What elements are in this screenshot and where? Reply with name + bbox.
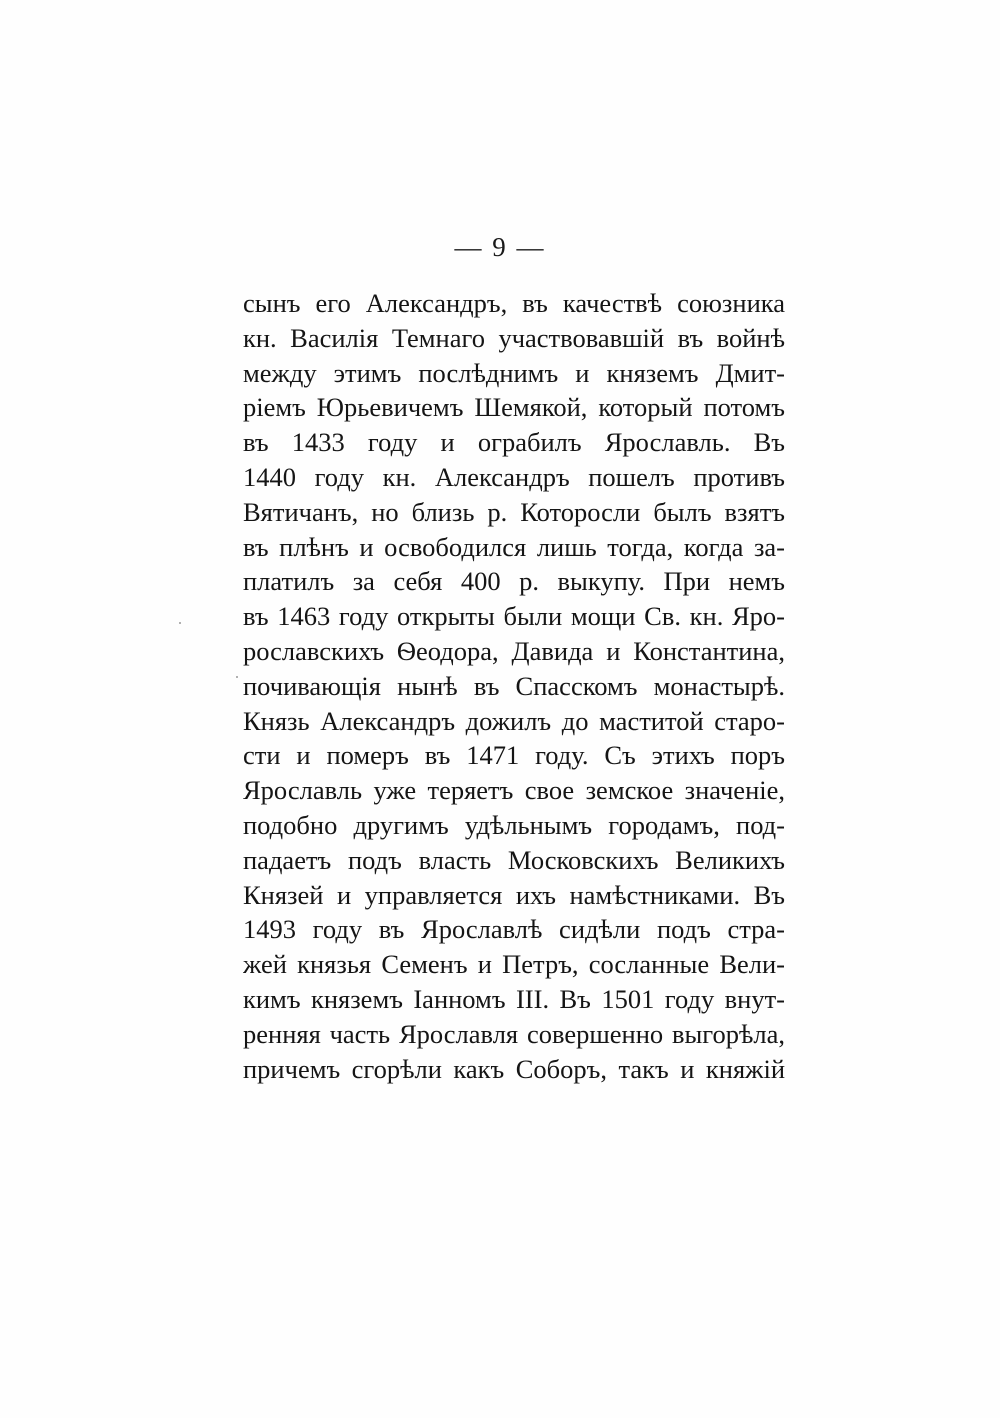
text-line: кимъ княземъ Іанномъ III. Въ 1501 году внут- xyxy=(243,983,785,1014)
text-line: въ 1463 году открыты были мощи Св. кн. Яро- xyxy=(243,601,785,632)
text-line: платилъ за себя 400 р. выкупу. При немъ xyxy=(243,566,785,597)
text-line: Ярославль уже теряетъ свое земское значеніе, xyxy=(243,775,785,806)
text-line: 1440 году кн. Александръ пошелъ противъ xyxy=(243,461,785,492)
text-line: между этимъ послѣднимъ и княземъ Дмит- xyxy=(243,357,785,388)
page-number: — 9 — xyxy=(454,232,546,262)
text-line: падаетъ подъ власть Московскихъ Великихъ xyxy=(243,844,785,875)
text-line: ріемъ Юрьевичемъ Шемякой, который потомъ xyxy=(243,392,785,423)
text-line: кн. Василія Темнаго участвовавшій въ войнѣ xyxy=(243,322,785,353)
text-line: въ плѣнъ и освободился лишь тогда, когда за- xyxy=(243,531,785,562)
text-line: Вятичанъ, но близь р. Которосли былъ взятъ xyxy=(243,496,785,527)
text-line: сынъ его Александръ, въ качествѣ союзника xyxy=(243,288,785,318)
text-line: жей князья Семенъ и Петръ, сосланные Вели- xyxy=(243,949,785,980)
text-line: въ 1433 году и ограбилъ Ярославль. Въ xyxy=(243,427,785,458)
body-text xyxy=(243,286,785,1086)
paper-speck xyxy=(236,676,238,678)
text-line: сти и померъ въ 1471 году. Съ этихъ поръ xyxy=(243,740,785,771)
text-line: 1493 году въ Ярославлѣ сидѣли подъ стра- xyxy=(243,914,785,945)
text-line: подобно другимъ удѣльнымъ городамъ, под- xyxy=(243,809,785,840)
text-line: рославскихъ Ѳеодора, Давида и Константина, xyxy=(243,635,785,666)
text-line: Князей и управляется ихъ намѣстниками. Въ xyxy=(243,879,785,910)
text-line: ренняя часть Ярославля совершенно выгорѣла, xyxy=(243,1018,785,1049)
text-line: причемъ сгорѣли какъ Соборъ, такъ и княжій xyxy=(243,1053,785,1084)
text-line: почивающія нынѣ въ Спасскомъ монастырѣ. xyxy=(243,670,785,701)
text-line: Князь Александръ дожилъ до маститой старо- xyxy=(243,705,785,736)
paper-speck xyxy=(179,622,181,624)
